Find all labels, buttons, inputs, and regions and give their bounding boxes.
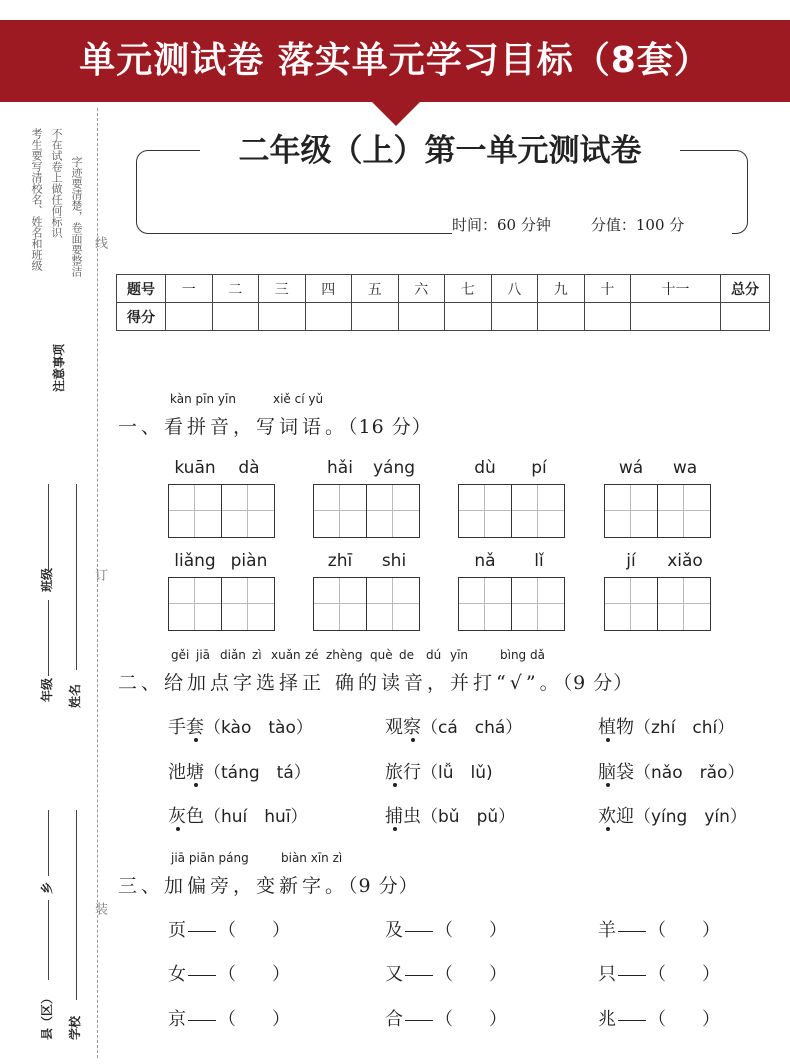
q3-pinyin-1: jiā piān páng <box>171 851 249 865</box>
writing-box[interactable] <box>221 484 275 538</box>
q2-options[interactable]: （yíng yín） <box>634 807 747 827</box>
binding-dashed-line <box>97 108 98 1058</box>
q1-syllable: zhī <box>327 551 353 571</box>
q3-blank[interactable]: （ ） <box>648 920 720 941</box>
q1-syllable: jí <box>626 551 636 571</box>
q2-pinyin: dǎ <box>530 648 545 662</box>
q3-char: 兆 <box>598 1009 616 1030</box>
score-cell-blank[interactable] <box>166 303 213 331</box>
q3-char: 女 <box>168 964 186 985</box>
dash-line <box>188 931 216 932</box>
q2-points: （9 分） <box>562 672 634 694</box>
q2-item <box>168 802 308 828</box>
q2-item <box>385 802 515 828</box>
dash-line <box>618 931 646 932</box>
q1-syllable: pí <box>531 458 547 478</box>
exam-score: 分值：100 分 <box>590 216 685 234</box>
writing-box[interactable] <box>657 577 711 631</box>
q2-options[interactable]: （cá chá） <box>421 718 523 738</box>
q2-item <box>168 713 313 739</box>
q2-options[interactable]: （bǔ pǔ） <box>421 807 516 827</box>
q2-item <box>168 758 311 784</box>
score-table-cell: 四 <box>305 275 352 303</box>
q2-pinyin: zhèng <box>326 648 363 662</box>
score-table-cell: 总分 <box>721 275 770 303</box>
score-table <box>116 274 770 331</box>
writing-box[interactable] <box>168 577 222 631</box>
q3-item <box>598 960 720 986</box>
q3-blank[interactable]: （ ） <box>218 1009 290 1030</box>
writing-box[interactable] <box>458 577 512 631</box>
emphasis-dot <box>393 783 397 787</box>
q1-pinyin-2: xiě cí yǔ <box>273 392 324 406</box>
q2-pinyin: yīn <box>450 648 469 662</box>
score-table-score-row <box>117 303 770 331</box>
q3-char: 页 <box>168 920 186 941</box>
q3-blank[interactable]: （ ） <box>435 920 507 941</box>
cut-mark-line: 线 <box>92 236 107 249</box>
q3-item <box>598 916 720 942</box>
emphasis-dot <box>393 827 397 831</box>
cut-mark-zhuang: 装 <box>92 902 107 915</box>
writing-box[interactable] <box>221 577 275 631</box>
q3-item <box>598 1005 720 1031</box>
q3-char: 又 <box>385 964 403 985</box>
dash-line <box>188 1020 216 1021</box>
score-cell-blank[interactable] <box>212 303 259 331</box>
q2-options[interactable]: （nǎo rǎo） <box>634 763 745 783</box>
field-school-label: 学校 <box>68 1015 82 1040</box>
q2-word: 灰色 <box>168 806 204 827</box>
q3-blank[interactable]: （ ） <box>218 920 290 941</box>
emphasis-dot <box>606 827 610 831</box>
q2-pinyin: dú <box>426 648 442 662</box>
field-name-line <box>76 484 77 670</box>
q3-item <box>385 916 507 942</box>
score-table-cell: 一 <box>166 275 213 303</box>
q1-syllable: wá <box>618 458 644 478</box>
q3-char: 羊 <box>598 920 616 941</box>
q2-title: 二、给加点字选择正 确的读音，并打“√”。 <box>118 672 563 694</box>
writing-box[interactable] <box>366 484 420 538</box>
q3-item <box>168 960 290 986</box>
q2-pinyin: bìng <box>500 648 527 662</box>
q3-heading <box>118 871 419 898</box>
q2-word: 植物 <box>598 717 634 738</box>
q2-options[interactable]: （zhí chí） <box>634 718 735 738</box>
q2-options[interactable]: （huí huī） <box>204 807 308 827</box>
q3-char: 及 <box>385 920 403 941</box>
exam-time: 时间：60 分钟 <box>452 216 551 234</box>
exam-info <box>452 212 732 238</box>
field-county-line <box>48 900 49 980</box>
emphasis-dot <box>194 738 198 742</box>
q1-title: 一、看拼音，写词语。 <box>118 416 349 438</box>
field-county-label: 县（区） <box>40 991 54 1040</box>
q3-char: 合 <box>385 1009 403 1030</box>
dash-line <box>405 1020 433 1021</box>
writing-box[interactable] <box>313 484 367 538</box>
score-cell-blank[interactable] <box>259 303 306 331</box>
score-cell-blank[interactable] <box>398 303 445 331</box>
q2-pinyin: diǎn <box>220 648 246 662</box>
q2-pinyin: de <box>399 648 414 662</box>
q2-item <box>385 713 522 739</box>
q3-blank[interactable]: （ ） <box>218 964 290 985</box>
score-table-cell: 十一 <box>631 275 721 303</box>
q1-syllable: yáng <box>372 458 416 478</box>
q1-heading <box>118 412 432 439</box>
q1-syllable: dù <box>474 458 496 478</box>
emphasis-dot <box>606 783 610 787</box>
q2-word: 观察 <box>385 717 421 738</box>
banner-arrow <box>372 102 420 126</box>
score-table-cell: 七 <box>445 275 492 303</box>
q2-options[interactable]: （táng tá） <box>204 763 311 783</box>
q1-syllable: wa <box>672 458 698 478</box>
q2-word: 手套 <box>168 717 204 738</box>
q2-item <box>598 758 744 784</box>
score-table-cell: 六 <box>398 275 445 303</box>
field-class-label: 班级 <box>40 567 54 592</box>
q3-char: 京 <box>168 1009 186 1030</box>
writing-box[interactable] <box>511 577 565 631</box>
dash-line <box>618 1020 646 1021</box>
q2-pinyin: gěi <box>171 648 190 662</box>
field-school-line <box>76 810 77 1000</box>
q1-points: （16 分） <box>348 416 432 438</box>
q1-syllable: piàn <box>230 551 268 571</box>
field-town-line <box>48 810 49 876</box>
q3-pinyin-2: biàn xīn zì <box>281 851 343 865</box>
q2-word: 捕虫 <box>385 806 421 827</box>
score-table-cell: 九 <box>538 275 585 303</box>
writing-box[interactable] <box>168 484 222 538</box>
field-name-label: 姓名 <box>68 683 82 708</box>
q2-pinyin: jiā <box>196 648 211 662</box>
emphasis-dot <box>411 738 415 742</box>
q2-pinyin: què <box>370 648 393 662</box>
score-table-cell: 五 <box>352 275 399 303</box>
q2-word: 欢迎 <box>598 806 634 827</box>
q2-item <box>598 713 734 739</box>
writing-box[interactable] <box>511 484 565 538</box>
score-cell-blank[interactable] <box>352 303 399 331</box>
q3-item <box>168 916 290 942</box>
top-banner <box>0 20 790 102</box>
q2-word: 池塘 <box>168 762 204 783</box>
q1-syllable: hǎi <box>327 458 353 478</box>
notice-line-2: 不在试卷上做任何标识 <box>50 128 63 238</box>
notice-label: 注意事项 <box>52 343 66 392</box>
writing-box[interactable] <box>657 484 711 538</box>
q3-points: （9 分） <box>348 875 419 897</box>
score-table-cell: 题号 <box>117 275 166 303</box>
q2-heading <box>118 668 633 695</box>
q2-pinyin: zì <box>252 648 262 662</box>
score-cell-blank[interactable] <box>721 303 770 331</box>
q1-syllable: dà <box>238 458 260 478</box>
q3-item <box>385 1005 507 1031</box>
q1-syllable: shi <box>381 551 407 571</box>
notice-line-3: 字迹要清楚，卷面要整洁 <box>70 156 83 277</box>
q2-options[interactable]: （kào tào） <box>204 718 313 738</box>
q3-blank[interactable]: （ ） <box>435 964 507 985</box>
q2-pinyin: zé <box>305 648 319 662</box>
q3-item <box>385 960 507 986</box>
field-class-line <box>48 484 49 570</box>
score-table-cell: 得分 <box>117 303 166 331</box>
score-cell-blank[interactable] <box>538 303 585 331</box>
q3-title: 三、加偏旁，变新字。 <box>118 875 349 897</box>
dash-line <box>405 975 433 976</box>
dash-line <box>188 975 216 976</box>
q2-pinyin: xuǎn <box>271 648 301 662</box>
dash-line <box>405 931 433 932</box>
score-cell-blank[interactable] <box>491 303 538 331</box>
writing-box[interactable] <box>366 577 420 631</box>
q2-options[interactable]: （lǚ lǔ) <box>421 763 493 783</box>
score-cell-blank[interactable] <box>305 303 352 331</box>
writing-box[interactable] <box>604 577 658 631</box>
score-table-cell: 十 <box>584 275 631 303</box>
q3-blank[interactable]: （ ） <box>648 964 720 985</box>
q3-blank[interactable]: （ ） <box>435 1009 507 1030</box>
q2-word: 旅行 <box>385 762 421 783</box>
q1-syllable: xiǎo <box>667 551 703 571</box>
q1-pinyin-1: kàn pīn yīn <box>170 392 236 406</box>
emphasis-dot <box>194 783 198 787</box>
score-table-cell: 二 <box>212 275 259 303</box>
writing-box[interactable] <box>313 577 367 631</box>
writing-box[interactable] <box>604 484 658 538</box>
score-cell-blank[interactable] <box>584 303 631 331</box>
score-table-cell: 三 <box>259 275 306 303</box>
dash-line <box>618 975 646 976</box>
score-cell-blank[interactable] <box>631 303 721 331</box>
emphasis-dot <box>176 827 180 831</box>
q3-char: 只 <box>598 964 616 985</box>
score-table-header-row <box>117 275 770 303</box>
cut-mark-ding: 订 <box>92 568 107 581</box>
exam-title: 二年级（上）第一单元测试卷 <box>200 128 680 174</box>
banner-title: 单元测试卷 落实单元学习目标（8套） <box>79 40 711 81</box>
score-cell-blank[interactable] <box>445 303 492 331</box>
q1-syllable: nǎ <box>474 551 496 571</box>
score-table-cell: 八 <box>491 275 538 303</box>
field-town-label: 乡 <box>40 881 54 894</box>
q1-syllable: lǐ <box>534 551 544 571</box>
q1-syllable: liǎng <box>174 551 216 571</box>
writing-box[interactable] <box>458 484 512 538</box>
q2-word: 脑袋 <box>598 762 634 783</box>
emphasis-dot <box>606 738 610 742</box>
field-grade-label: 年级 <box>40 677 54 702</box>
q3-item <box>168 1005 290 1031</box>
q2-item <box>598 802 747 828</box>
q1-syllable: kuān <box>174 458 216 478</box>
field-grade-line <box>48 600 49 676</box>
notice-line-1: 考生要写清校名、姓名和班级 <box>30 128 43 271</box>
q2-item <box>385 758 493 784</box>
q3-blank[interactable]: （ ） <box>648 1009 720 1030</box>
